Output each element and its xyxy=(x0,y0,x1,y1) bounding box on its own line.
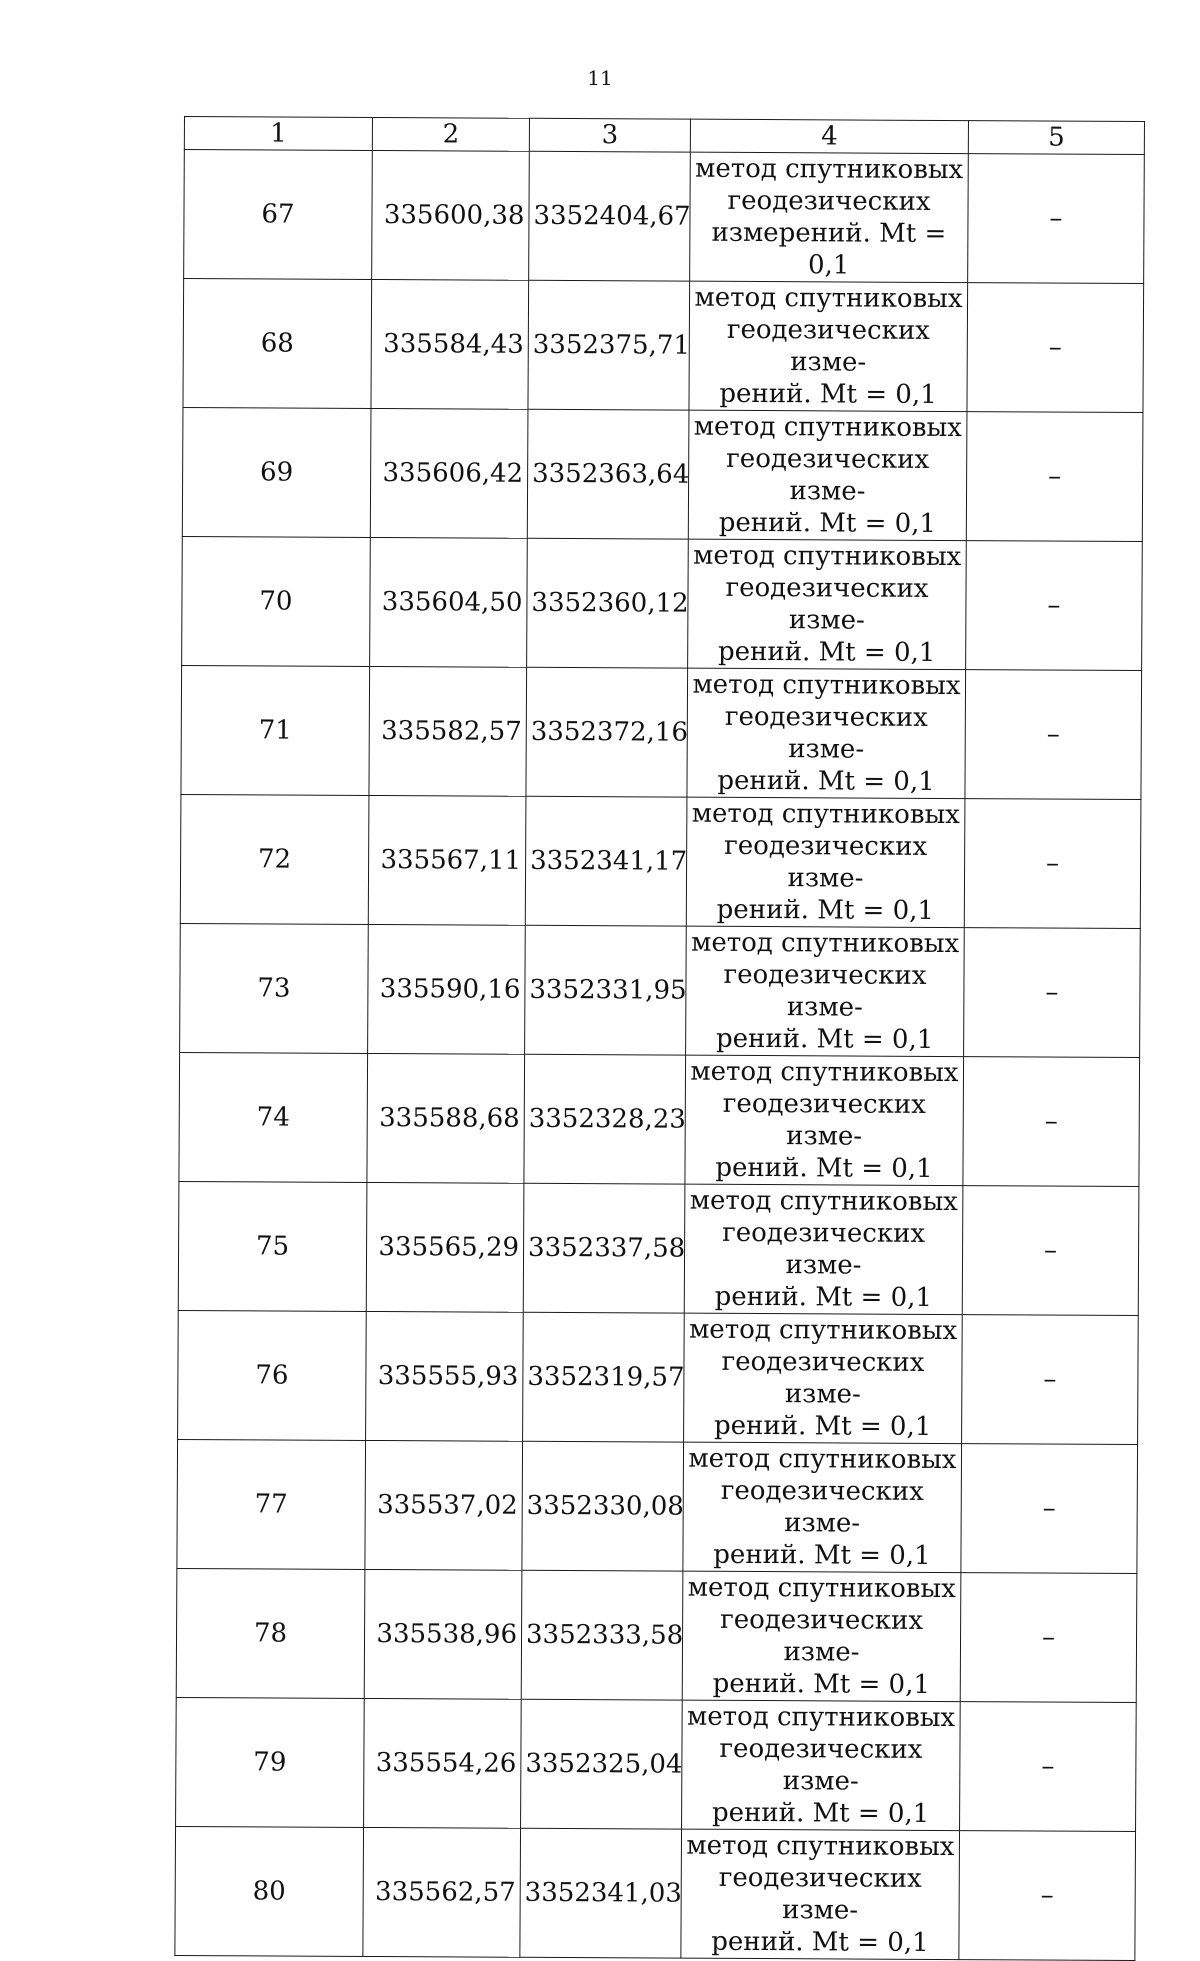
method-cell xyxy=(689,281,968,411)
method-line: метод спутниковых xyxy=(686,1830,955,1863)
coordinate-y: 3352360,12 xyxy=(527,538,689,668)
method-line: измерений. Mt = 0,1 xyxy=(711,217,947,281)
method-line: рений. Mt = 0,1 xyxy=(717,636,936,668)
coordinate-y: 3352341,03 xyxy=(520,1828,682,1958)
method-line: геодезических изме- xyxy=(720,1475,924,1539)
point-number: 78 xyxy=(176,1568,365,1698)
column-header-3: 3 xyxy=(529,118,690,152)
coordinate-x: 335590,16 xyxy=(368,924,526,1054)
table-header xyxy=(184,117,1144,155)
method-line: рений. Mt = 0,1 xyxy=(719,378,937,410)
coordinate-x: 335554,26 xyxy=(364,1698,522,1828)
method-line: метод спутниковых xyxy=(693,411,962,444)
method-line: рений. Mt = 0,1 xyxy=(714,1281,933,1313)
coordinate-y: 3352328,23 xyxy=(524,1054,686,1184)
table-row xyxy=(182,407,1143,541)
method-line: рений. Mt = 0,1 xyxy=(715,1152,933,1184)
table-row xyxy=(180,794,1141,928)
coordinate-x: 335604,50 xyxy=(370,537,528,667)
method-line: рений. Mt = 0,1 xyxy=(717,765,935,797)
point-number: 77 xyxy=(177,1439,366,1569)
point-number: 72 xyxy=(180,794,369,924)
coordinate-x: 335538,96 xyxy=(364,1569,522,1699)
point-number: 76 xyxy=(178,1310,367,1440)
note-cell: – xyxy=(961,1444,1138,1574)
method-line: метод спутниковых xyxy=(689,1185,958,1218)
note-cell: – xyxy=(959,1831,1136,1961)
table-row xyxy=(176,1568,1137,1702)
note-cell: – xyxy=(960,1573,1137,1703)
table-row xyxy=(178,1181,1139,1315)
method-line: геодезических изме- xyxy=(722,1217,926,1281)
table-row xyxy=(183,279,1144,413)
coordinate-x: 335565,29 xyxy=(366,1182,524,1312)
method-line: рений. Mt = 0,1 xyxy=(718,507,937,539)
method-cell xyxy=(684,1313,963,1443)
method-line: метод спутниковых xyxy=(689,1314,958,1347)
method-line: рений. Mt = 0,1 xyxy=(711,1797,930,1829)
coordinate-x: 335582,57 xyxy=(369,666,527,796)
method-line: рений. Mt = 0,1 xyxy=(712,1668,931,1700)
point-number: 75 xyxy=(178,1181,367,1311)
method-line: метод спутниковых xyxy=(690,1056,959,1089)
table-row xyxy=(177,1439,1138,1573)
point-number: 74 xyxy=(179,1052,368,1182)
method-cell xyxy=(681,1829,960,1959)
coordinate-x: 335537,02 xyxy=(365,1440,523,1570)
coordinate-y: 3352363,64 xyxy=(527,409,689,539)
method-cell xyxy=(682,1571,961,1701)
method-line: метод спутниковых xyxy=(693,540,962,573)
note-cell: – xyxy=(966,412,1143,542)
method-line: геодезических изме- xyxy=(724,830,928,894)
note-cell: – xyxy=(968,154,1145,284)
point-number: 80 xyxy=(175,1826,364,1956)
note-cell: – xyxy=(966,541,1143,671)
coordinates-table xyxy=(174,116,1145,1961)
coordinate-x: 335555,93 xyxy=(366,1311,524,1441)
point-number: 73 xyxy=(180,923,369,1053)
note-cell: – xyxy=(965,670,1142,800)
method-cell xyxy=(688,410,967,540)
note-cell: – xyxy=(963,1057,1140,1187)
method-line: геодезических изме- xyxy=(722,1088,926,1152)
method-cell xyxy=(687,668,966,798)
coordinate-y: 3352330,08 xyxy=(522,1441,684,1571)
coordinate-y: 3352337,58 xyxy=(523,1183,685,1313)
point-number: 67 xyxy=(184,150,373,280)
column-header-2: 2 xyxy=(372,117,529,151)
method-cell xyxy=(688,539,967,669)
table-row xyxy=(184,150,1145,284)
method-cell xyxy=(682,1700,961,1830)
column-header-4: 4 xyxy=(690,119,968,153)
table-row xyxy=(176,1697,1137,1831)
note-cell: – xyxy=(962,1186,1139,1316)
method-line: рений. Mt = 0,1 xyxy=(713,1410,932,1442)
coordinate-y: 3352404,67 xyxy=(529,151,691,281)
method-line: геодезических изме- xyxy=(726,443,930,507)
method-cell xyxy=(683,1442,962,1572)
table-body xyxy=(175,150,1144,1961)
method-line: геодезических изме- xyxy=(721,1346,925,1410)
point-number: 71 xyxy=(181,665,370,795)
method-line: метод спутниковых xyxy=(688,1443,957,1476)
method-cell xyxy=(690,152,969,282)
point-number: 70 xyxy=(182,536,371,666)
method-line: метод спутниковых xyxy=(694,282,963,315)
coordinate-y: 3352375,71 xyxy=(528,280,690,410)
method-line: метод спутниковых xyxy=(695,153,964,186)
method-line: метод спутниковых xyxy=(687,1572,956,1605)
column-header-5: 5 xyxy=(968,121,1144,155)
method-cell xyxy=(686,926,965,1056)
header-row xyxy=(184,117,1144,155)
table-row xyxy=(182,536,1143,670)
point-number: 69 xyxy=(182,407,371,537)
note-cell: – xyxy=(964,928,1141,1058)
method-line: рений. Mt = 0,1 xyxy=(711,1926,929,1958)
method-line: метод спутниковых xyxy=(692,669,961,702)
method-line: геодезических изме- xyxy=(724,701,928,765)
method-cell xyxy=(685,1055,964,1185)
point-number: 79 xyxy=(176,1697,365,1827)
table-row xyxy=(180,923,1141,1057)
method-line: геодезических изме- xyxy=(720,1604,924,1668)
coordinate-y: 3352325,04 xyxy=(521,1699,683,1829)
table-row xyxy=(175,1826,1136,1960)
method-line: геодезических xyxy=(727,185,931,217)
method-line: метод спутниковых xyxy=(691,798,960,831)
coordinate-x: 335600,38 xyxy=(372,150,530,280)
method-line: геодезических изме- xyxy=(726,314,930,378)
method-line: геодезических изме- xyxy=(718,1862,922,1926)
coordinate-y: 3352372,16 xyxy=(526,667,688,797)
page-number: 11 xyxy=(587,66,613,90)
table-row xyxy=(181,665,1142,799)
point-number: 68 xyxy=(183,279,372,409)
coordinate-y: 3352341,17 xyxy=(525,796,687,926)
method-line: геодезических изме- xyxy=(723,959,927,1023)
method-line: геодезических изме- xyxy=(725,572,929,636)
method-line: рений. Mt = 0,1 xyxy=(716,894,935,926)
coordinate-x: 335606,42 xyxy=(370,408,528,538)
method-line: метод спутниковых xyxy=(687,1701,956,1734)
table-row xyxy=(178,1310,1139,1444)
coordinate-y: 3352319,57 xyxy=(523,1312,685,1442)
method-line: рений. Mt = 0,1 xyxy=(713,1539,931,1571)
note-cell: – xyxy=(967,283,1144,413)
method-cell xyxy=(686,797,965,927)
coordinate-x: 335567,11 xyxy=(368,795,526,925)
coordinate-x: 335562,57 xyxy=(363,1827,521,1957)
coordinate-y: 3352331,95 xyxy=(525,925,687,1055)
coordinate-x: 335588,68 xyxy=(367,1053,525,1183)
note-cell: – xyxy=(962,1315,1139,1445)
note-cell: – xyxy=(964,799,1141,929)
method-line: геодезических изме- xyxy=(719,1733,923,1797)
note-cell: – xyxy=(960,1702,1137,1832)
method-line: рений. Mt = 0,1 xyxy=(715,1023,934,1055)
coordinate-x: 335584,43 xyxy=(371,279,529,409)
method-line: метод спутниковых xyxy=(691,927,960,960)
column-header-1: 1 xyxy=(184,117,372,151)
method-cell xyxy=(684,1184,963,1314)
table-row xyxy=(179,1052,1140,1186)
coordinate-y: 3352333,58 xyxy=(521,1570,683,1700)
